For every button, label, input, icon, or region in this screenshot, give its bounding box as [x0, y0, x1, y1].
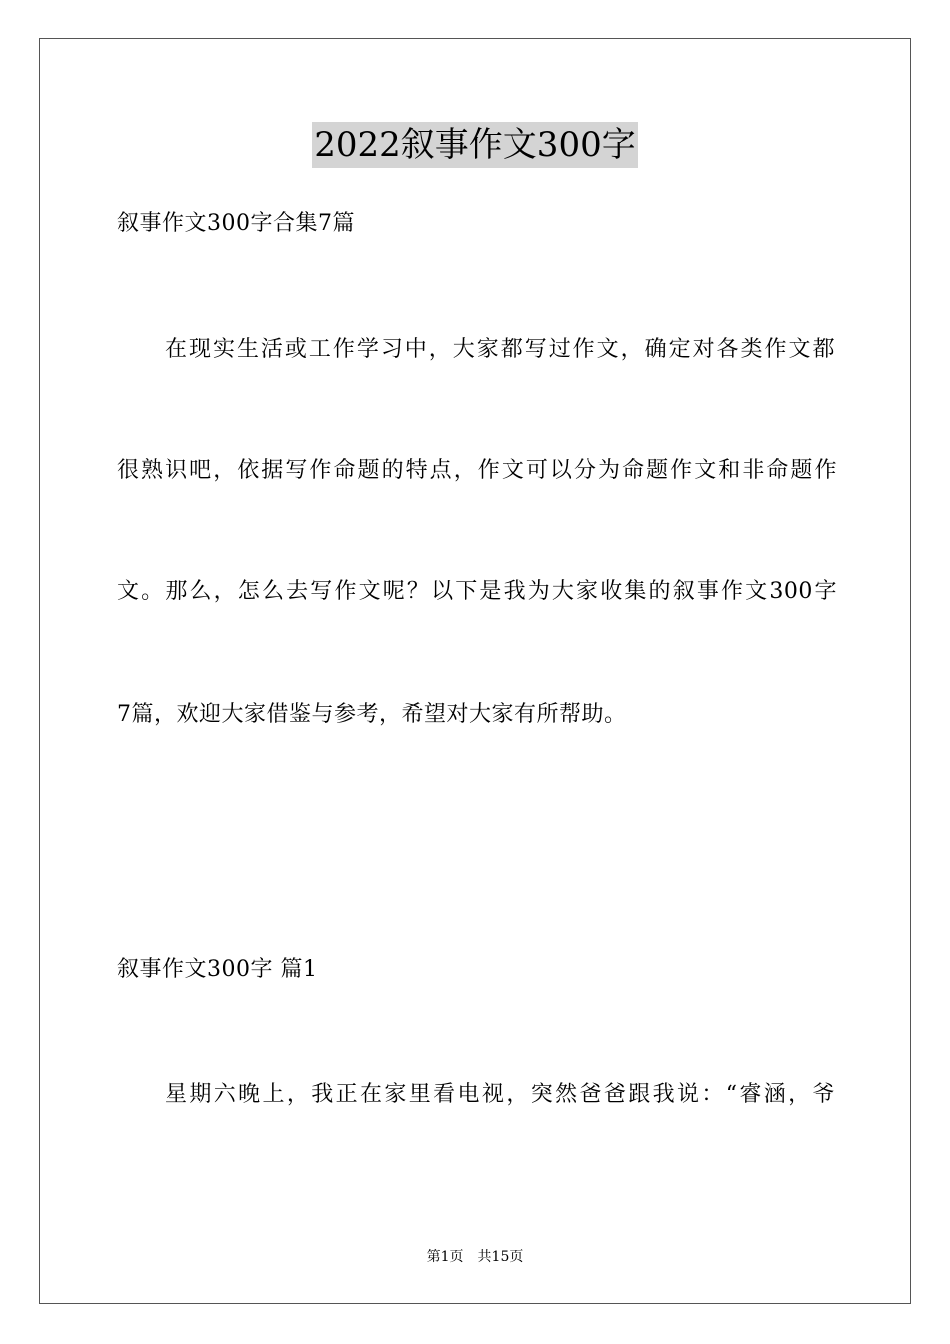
- title-container: [0, 122, 950, 168]
- page-total: 共15页: [477, 1249, 524, 1265]
- page-footer: [0, 1247, 950, 1267]
- intro-line: 在现实生活或工作学习中，大家都写过作文，确定对各类作文都: [165, 337, 835, 362]
- intro-line: 很熟识吧，依据写作命题的特点，作文可以分为命题作文和非命题作: [117, 458, 837, 483]
- intro-line: 文。那么，怎么去写作文呢？以下是我为大家收集的叙事作文300字: [117, 579, 837, 604]
- document-subtitle: 叙事作文300字合集7篇: [117, 211, 355, 236]
- section-heading: 叙事作文300字 篇1: [117, 957, 318, 982]
- page-number: 第1页: [426, 1249, 464, 1265]
- body-line: 星期六晚上，我正在家里看电视，突然爸爸跟我说：“睿涵，爷: [165, 1082, 835, 1107]
- intro-line: 7篇，欢迎大家借鉴与参考，希望对大家有所帮助。: [117, 702, 627, 727]
- document-title: 2022叙事作文300字: [312, 122, 637, 168]
